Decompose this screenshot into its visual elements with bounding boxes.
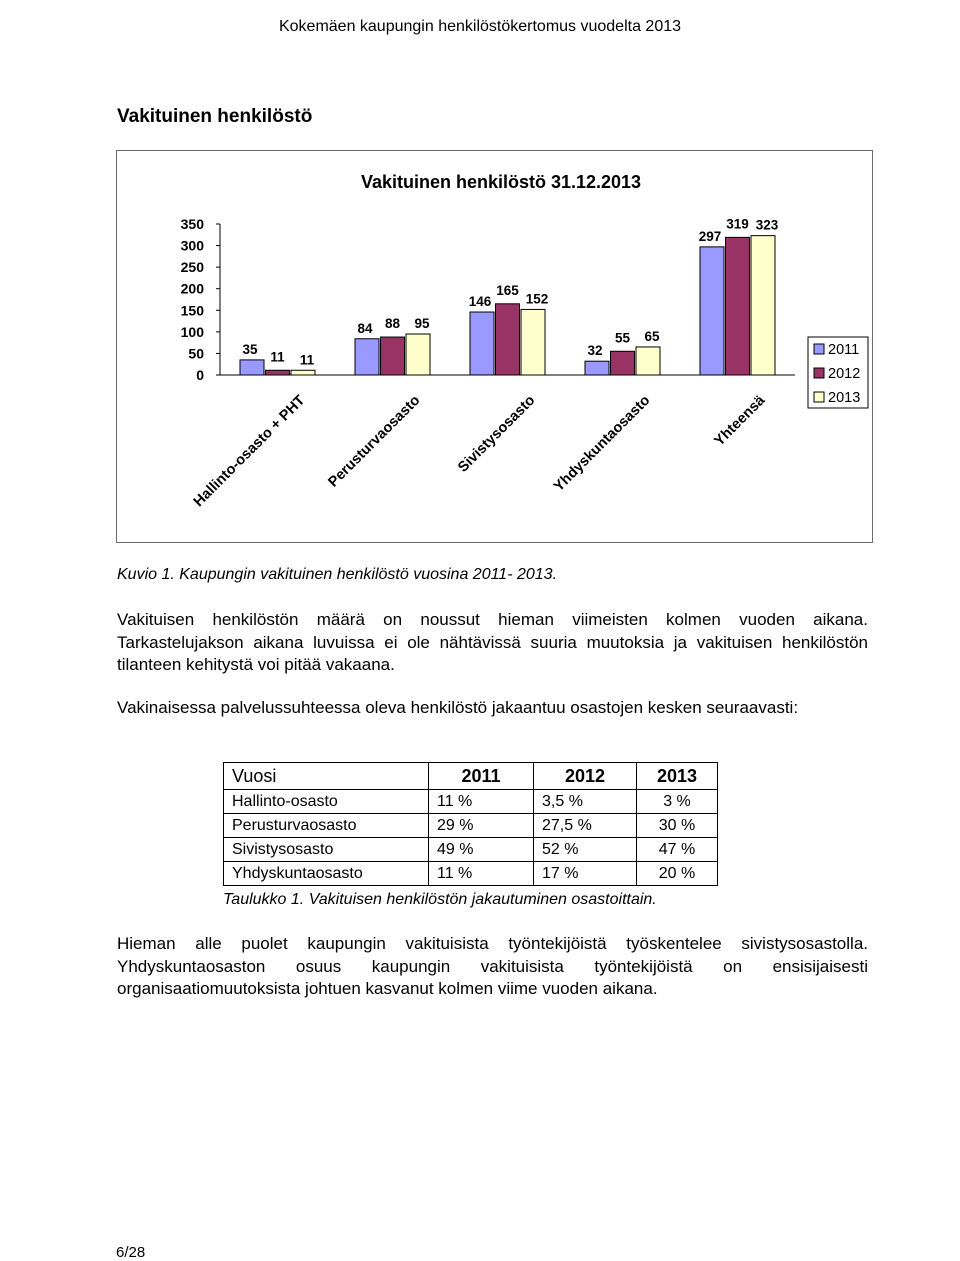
section-heading: Vakituinen henkilöstö bbox=[117, 106, 313, 127]
table-cell: 52 % bbox=[534, 838, 637, 862]
legend-label: 2013 bbox=[828, 390, 861, 406]
bar-2012 bbox=[726, 237, 750, 375]
table-cell: Perusturvaosasto bbox=[224, 814, 429, 838]
y-tick-label: 50 bbox=[188, 345, 204, 362]
bar-2013 bbox=[406, 334, 430, 375]
paragraph-3: Hieman alle puolet kaupungin vakituisista työntekijöistä työskentelee sivistysosastolla. Yhdyskuntaosaston osuus kaupungin vakituisista työntekijöistä on ensisijaisesti organisaatiomuutoksista johtuen kasvanut kolmen viime vuoden aikana. bbox=[117, 934, 868, 998]
bar-2013 bbox=[751, 236, 775, 375]
staff-bar-chart bbox=[117, 151, 872, 542]
category-label: Yhdyskuntaosasto bbox=[550, 392, 654, 495]
data-label: 95 bbox=[414, 316, 430, 332]
y-tick-label: 200 bbox=[180, 280, 204, 297]
table-cell: 30 % bbox=[637, 814, 718, 838]
y-tick-label: 0 bbox=[196, 367, 204, 383]
category-label: Perusturvaosasto bbox=[325, 392, 424, 491]
legend-label: 2011 bbox=[828, 342, 860, 358]
table-cell: 29 % bbox=[429, 814, 534, 838]
bar-2011 bbox=[470, 312, 494, 375]
table-header-cell: 2011 bbox=[429, 763, 534, 790]
data-label: 11 bbox=[299, 352, 315, 368]
legend-swatch bbox=[814, 344, 824, 354]
bar-2012 bbox=[381, 337, 405, 375]
y-tick-label: 350 bbox=[180, 216, 204, 232]
table-cell: 3,5 % bbox=[534, 790, 637, 814]
category-label: Yhteensä bbox=[711, 392, 769, 450]
table-row bbox=[224, 838, 718, 862]
paragraph-2: Vakinaisessa palvelussuhteessa oleva henkilöstö jakaantuu osastojen kesken seuraavasti: bbox=[117, 698, 799, 717]
y-tick-label: 250 bbox=[180, 259, 204, 276]
table-header-row bbox=[224, 763, 718, 790]
data-label: 323 bbox=[755, 217, 779, 233]
data-label: 35 bbox=[242, 341, 258, 357]
data-label: 146 bbox=[468, 294, 492, 310]
data-label: 11 bbox=[270, 349, 285, 365]
y-tick-label: 100 bbox=[180, 323, 204, 340]
bar-2011 bbox=[355, 339, 379, 375]
data-label: 55 bbox=[614, 330, 631, 346]
table-cell: 49 % bbox=[429, 838, 534, 862]
data-label: 165 bbox=[496, 282, 519, 298]
distribution-table bbox=[223, 762, 718, 886]
table-cell: 27,5 % bbox=[534, 814, 637, 838]
table-cell: Sivistysosasto bbox=[224, 838, 429, 862]
page-header: Kokemäen kaupungin henkilöstökertomus vuodelta 2013 bbox=[278, 18, 682, 35]
table-cell: Yhdyskuntaosasto bbox=[224, 862, 429, 886]
bar-2012 bbox=[496, 304, 520, 375]
data-label: 84 bbox=[357, 320, 373, 336]
legend-label: 2012 bbox=[828, 366, 861, 382]
table-row bbox=[224, 814, 718, 838]
bar-2013 bbox=[636, 347, 660, 375]
data-label: 152 bbox=[525, 291, 549, 307]
y-tick-label: 150 bbox=[180, 302, 204, 319]
table-header-cell: 2012 bbox=[534, 763, 637, 790]
table-cell: 11 % bbox=[429, 790, 534, 814]
bar-2013 bbox=[521, 309, 545, 375]
category-label: Hallinto-osasto + PHT bbox=[190, 392, 309, 511]
table-cell: 17 % bbox=[534, 862, 637, 886]
bar-2011 bbox=[240, 360, 264, 375]
table-cell: 11 % bbox=[429, 862, 534, 886]
figure-caption: Kuvio 1. Kaupungin vakituinen henkilöstö vuosina 2011- 2013. bbox=[117, 566, 558, 583]
data-label: 297 bbox=[698, 228, 722, 244]
table-cell: Hallinto-osasto bbox=[224, 790, 429, 814]
bar-2012 bbox=[266, 370, 290, 375]
data-label: 319 bbox=[726, 216, 749, 232]
bar-2012 bbox=[611, 351, 635, 375]
chart-title: Vakituinen henkilöstö 31.12.2013 bbox=[360, 172, 642, 192]
table-cell: 3 % bbox=[637, 790, 718, 814]
chart-frame bbox=[116, 150, 873, 543]
bar-2011 bbox=[700, 247, 724, 375]
legend-swatch bbox=[814, 368, 824, 378]
bar-2013 bbox=[291, 370, 315, 375]
table-header-cell: 2013 bbox=[637, 763, 718, 790]
table-caption: Taulukko 1. Vakituisen henkilöstön jakautuminen osastoittain. bbox=[223, 891, 657, 908]
page-number: 6/28 bbox=[116, 1244, 146, 1261]
bar-2011 bbox=[585, 361, 609, 375]
table-cell: 47 % bbox=[637, 838, 718, 862]
category-label: Sivistysosasto bbox=[455, 392, 539, 476]
legend-swatch bbox=[814, 392, 824, 402]
paragraph-1: Vakituisen henkilöstön määrä on noussut hieman viimeisten kolmen vuoden aikana. Tarkastelujakson aikana luvuissa ei ole nähtävissä suuria muutoksia ja vakituisen henkilöstön tilanteen kehitystä voi pitää vakaana. bbox=[117, 610, 868, 674]
data-label: 65 bbox=[644, 328, 660, 344]
data-label: 88 bbox=[384, 316, 401, 332]
y-tick-label: 300 bbox=[180, 237, 204, 254]
table-header-cell: Vuosi bbox=[224, 763, 429, 790]
table-row bbox=[224, 790, 718, 814]
table-row bbox=[224, 862, 718, 886]
data-label: 32 bbox=[587, 343, 603, 359]
table-cell: 20 % bbox=[637, 862, 718, 886]
